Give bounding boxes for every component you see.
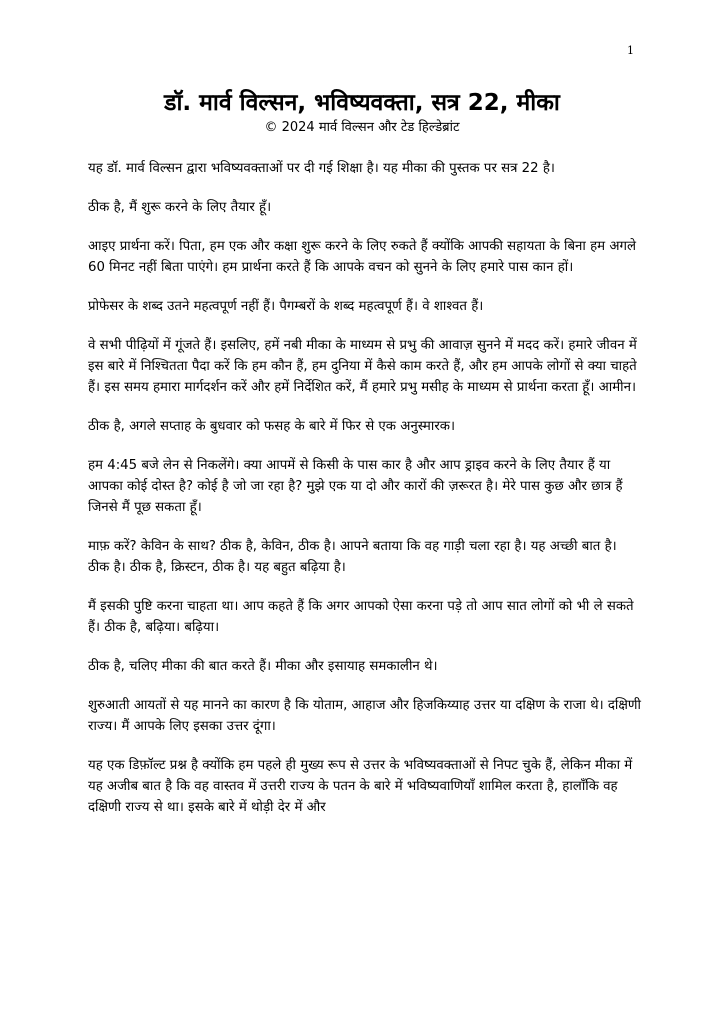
paragraph: ठीक है। ठीक है, क्रिस्टन, ठीक है। यह बहुत बढ़िया है। [88,560,346,575]
paragraph: हम 4:45 बजे लेन से निकलेंगे। क्या आपमें से किसी के पास कार है और आप ड्राइव करने के लिए तैयार हैं या आपका कोई दोस्त है? कोई है जो जा रहा है? मुझे एक या दो और कारों की ज़रूरत है। मेरे पास कुछ और छात्र हैं जिनसे मैं पूछ सकता हूँ। [88,458,623,515]
document-body [88,158,644,836]
paragraph: यह डॉ. मार्व विल्सन द्वारा भविष्यवक्ताओं पर दी गई शिक्षा है। यह मीका की पुस्तक पर सत्र 22 है। [88,161,555,176]
paragraph: ठीक है, चलिए मीका की बात करते हैं। मीका और इसायाह समकालीन थे। [88,659,438,674]
paragraph: प्रोफेसर के शब्द उतने महत्वपूर्ण नहीं हैं। पैगम्बरों के शब्द महत्वपूर्ण हैं। वे शाश्वत हैं। [88,299,484,314]
paragraph: ठीक है, अगले सप्ताह के बुधवार को फसह के बारे में फिर से एक अनुस्मारक। [88,419,456,434]
paragraph: आइए प्रार्थना करें। पिता, हम एक और कक्षा शुरू करने के लिए रुकते हैं क्योंकि आपकी सहायता के बिना हम अगले 60 मिनट नहीं बिता पाएंगे। हम प्रार्थना करते हैं कि आपके वचन को सुनने के लिए हमारे पास कान हों। [88,239,637,275]
page-number: 1 [627,44,634,57]
paragraph: शुरुआती आयतों से यह मानने का कारण है कि योताम, आहाज और हिजकिय्याह उत्तर या दक्षिण के राजा थे। दक्षिणी राज्य। मैं आपके लिए इसका उत्तर दूंगा। [88,698,641,734]
paragraph: माफ़ करें? केविन के साथ? ठीक है, केविन, ठीक है। आपने बताया कि वह गाड़ी चला रहा है। यह अच्छी बात है। [88,539,617,554]
copyright-line: © 2024 मार्व विल्सन और टेड हिल्डेब्रांट [264,120,460,135]
paragraph: ठीक है, मैं शुरू करने के लिए तैयार हूँ। [88,200,272,215]
paragraph: वे सभी पीढ़ियों में गूंजते हैं। इसलिए, हमें नबी मीका के माध्यम से प्रभु की आवाज़ सुनने में मदद करें। हमारे जीवन में इस बारे में निश्चितता पैदा करें कि हम कौन हैं, हम दुनिया में कैसे काम करते हैं, और हम आपके लोगों से क्या चाहते हैं। इस समय हमारा मार्गदर्शन करें और हमें निर्देशित करें, मैं हमारे प्रभु मसीह के माध्यम से प्रार्थना करता हूँ। आमीन। [88,338,637,395]
document-title: डॉ. मार्व विल्सन, भविष्यवक्ता, सत्र 22, मीका [164,90,560,116]
paragraph: यह एक डिफ़ॉल्ट प्रश्न है क्योंकि हम पहले ही मुख्य रूप से उत्तर के भविष्यवक्ताओं से निपट चुके हैं, लेकिन मीका में यह अजीब बात है कि वह वास्तव में उत्तरी राज्य के पतन के बारे में भविष्यवाणियाँ शामिल करता है, हालाँकि वह दक्षिणी राज्य से था। इसके बारे में थोड़ी देर में और [88,758,633,815]
paragraph: मैं इसकी पुष्टि करना चाहता था। आप कहते हैं कि अगर आपको ऐसा करना पड़े तो आप सात लोगों को भी ले सकते हैं। ठीक है, बढ़िया। बढ़िया। [88,599,634,635]
